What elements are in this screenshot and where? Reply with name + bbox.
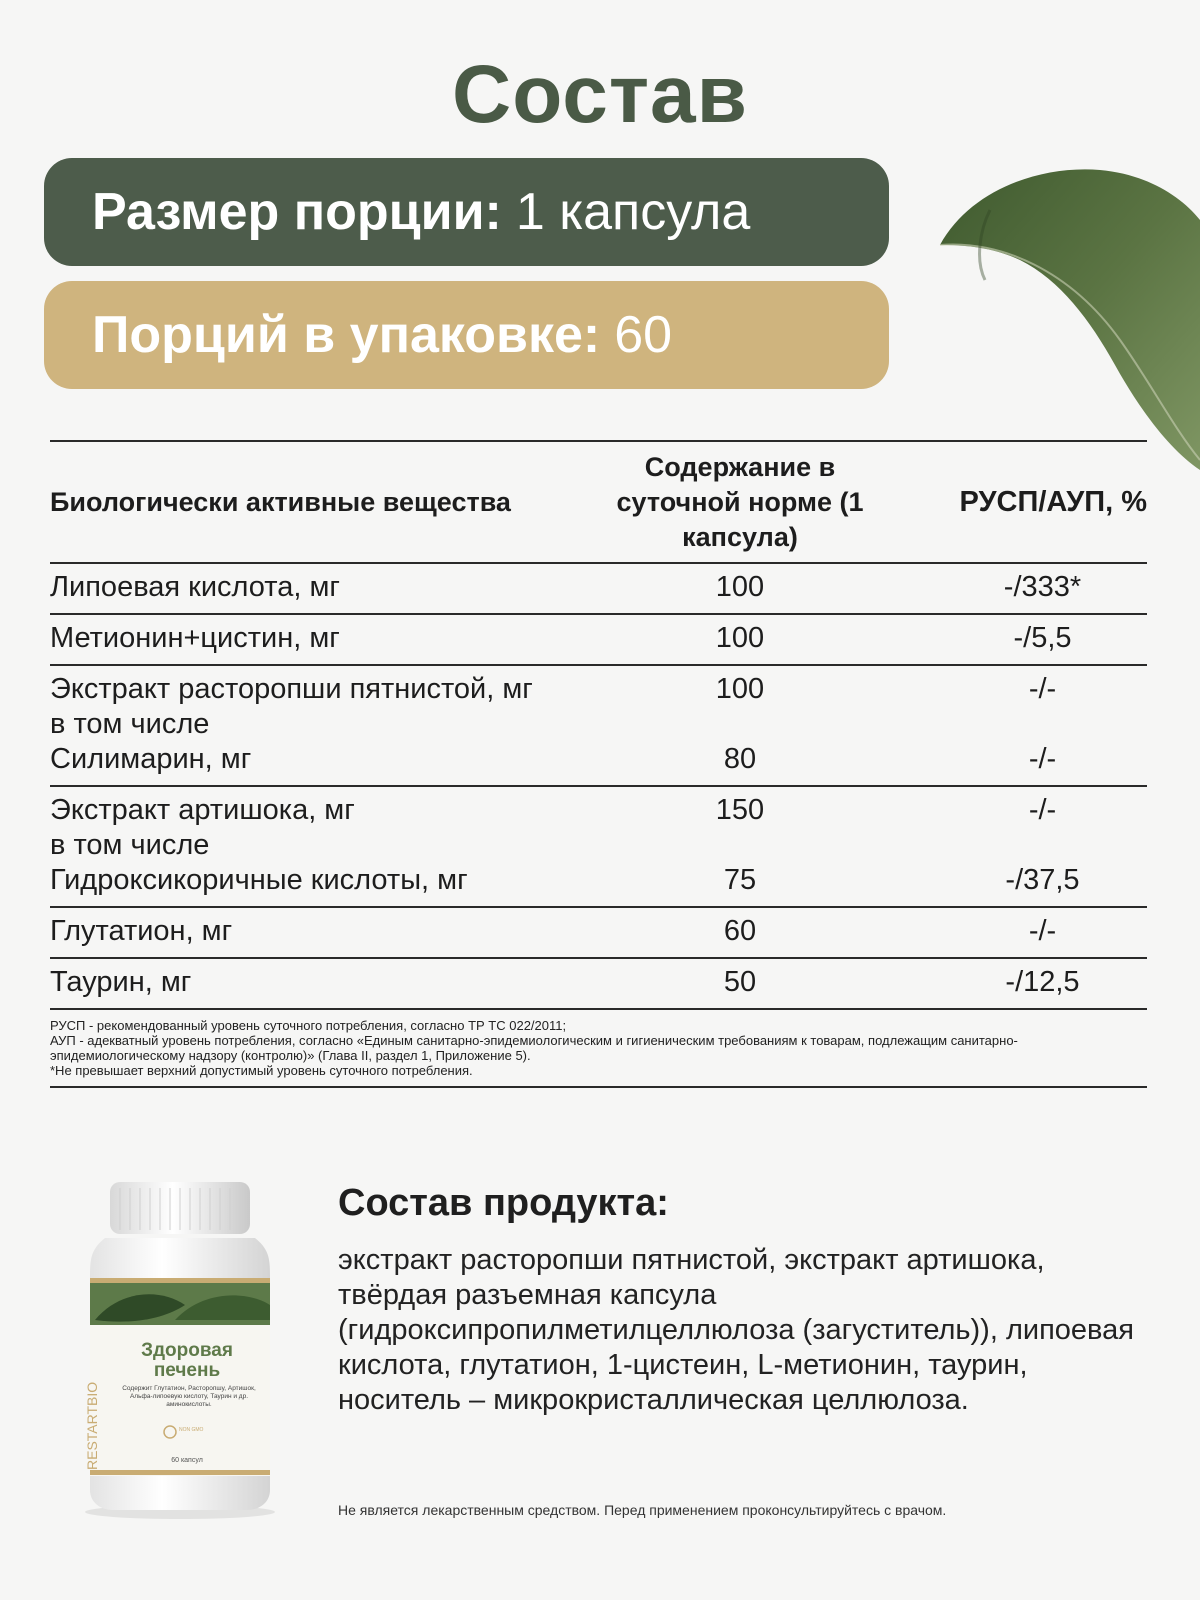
row-rusp: -/12,5 xyxy=(1005,966,1080,998)
product-bottle-image xyxy=(75,1180,285,1520)
footnote: *Не превышает верхний допустимый уровень суточного потребления. xyxy=(50,1063,473,1078)
row-name: Таурин, мг xyxy=(50,966,192,998)
row-sub-rusp: -/- xyxy=(1028,743,1057,775)
table-row xyxy=(50,615,1147,666)
page-title: Состав xyxy=(451,49,748,140)
row-amount: 100 xyxy=(715,571,765,603)
row-rusp: -/5,5 xyxy=(1013,622,1072,654)
composition-text: экстракт расторопши пятнистой, экстракт артишока, твёрдая разъемная капсула (гидроксипропилметилцеллюлоза (загуститель)), липоевая кислота, глутатион, 1-цистеин, L-метионин, таурин, носитель – микрокристаллическая целлюлоза. xyxy=(338,1244,1134,1416)
header-rusp: РУСП/АУП, % xyxy=(959,485,1147,518)
composition-title: Состав продукта: xyxy=(338,1182,669,1224)
row-rusp: -/- xyxy=(1028,794,1057,826)
servings-per-pack-label: Порций в упаковке: xyxy=(92,306,601,364)
table-footnotes xyxy=(50,1010,1147,1088)
bottle-name-line1: Здоровая xyxy=(141,1340,233,1361)
bottle-label-text: Содержит Глутатион, Расторопшу, Артишок, Альфа-липоевую кислоту, Таурин и др. аминокислоты. xyxy=(122,1385,256,1408)
table-row xyxy=(50,787,1147,908)
row-name: Экстракт артишока, мг xyxy=(50,794,355,826)
leaf-illustration xyxy=(930,150,1200,480)
table-row xyxy=(50,908,1147,959)
serving-size-banner xyxy=(44,158,889,266)
table-row xyxy=(50,959,1147,1010)
row-name: Глутатион, мг xyxy=(50,915,233,947)
nutrition-table xyxy=(50,440,1147,1088)
serving-size-value: 1 капсула xyxy=(515,183,751,241)
row-name: Липоевая кислота, мг xyxy=(50,571,340,603)
disclaimer: Не является лекарственным средством. Перед применением проконсультируйтесь с врачом. xyxy=(338,1502,947,1518)
row-sub-name: Гидроксикоричные кислоты, мг xyxy=(50,864,468,896)
row-rusp: -/- xyxy=(1028,673,1057,705)
bottle-capsules: 60 капсул xyxy=(171,1457,203,1464)
row-rusp: -/- xyxy=(1028,915,1057,947)
row-amount: 100 xyxy=(715,673,765,705)
row-amount: 150 xyxy=(715,794,765,826)
row-including: в том числе xyxy=(50,829,210,861)
table-row xyxy=(50,666,1147,787)
header-content: Содержание в суточной норме (1 капсула) xyxy=(616,451,864,552)
serving-size-label: Размер порции: xyxy=(92,183,502,241)
servings-per-pack-value: 60 xyxy=(614,306,673,364)
row-amount: 100 xyxy=(715,622,765,654)
bottle-name-line2: печень xyxy=(153,1360,221,1381)
table-row xyxy=(50,564,1147,615)
footnote: АУП - адекватный уровень потребления, согласно «Единым санитарно-эпидемиологическим и гигиеническим требованиям к товарам, подлежащим санитарно-эпидемиологическому надзору (контролю)» (Глава II, раздел 1, Приложение 5). xyxy=(50,1033,1018,1063)
header-substance: Биологически активные вещества xyxy=(50,486,511,517)
row-including: в том числе xyxy=(50,708,210,740)
row-name: Экстракт расторопши пятнистой, мг xyxy=(50,673,533,705)
footnote: РУСП - рекомендованный уровень суточного потребления, согласно ТР ТС 022/2011; xyxy=(50,1018,567,1033)
bottle-badge: NON GMO xyxy=(179,1427,204,1433)
row-amount: 60 xyxy=(723,915,757,947)
row-rusp: -/333* xyxy=(1003,571,1082,603)
row-amount: 50 xyxy=(723,966,757,998)
bottle-brand: RESTARTBIO xyxy=(84,1381,100,1470)
row-sub-amount: 75 xyxy=(723,864,757,896)
row-name: Метионин+цистин, мг xyxy=(50,622,340,654)
row-sub-rusp: -/37,5 xyxy=(1005,864,1080,896)
row-sub-amount: 80 xyxy=(723,743,757,775)
servings-per-pack-banner xyxy=(44,281,889,389)
table-header xyxy=(50,442,1147,564)
row-sub-name: Силимарин, мг xyxy=(50,743,252,775)
